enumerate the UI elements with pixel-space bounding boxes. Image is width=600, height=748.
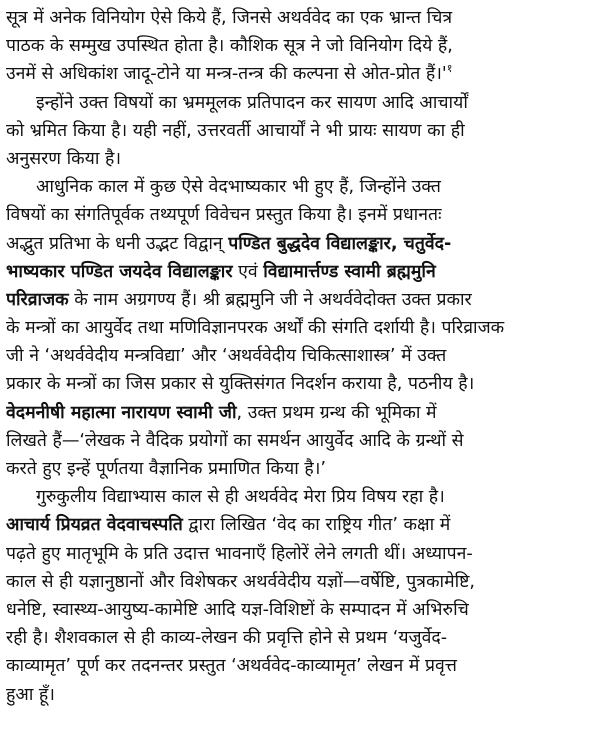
text-segment: पढ़ते हुए मातृभूमि के प्रति उदात्त भावनाएँ हिलोरें लेने लगती थीं। अध्यापन-	[6, 543, 473, 564]
bold-name: वेदमनीषी महात्मा नारायण स्वामी जी	[6, 402, 237, 423]
text-segment: विषयों का संगतिपूर्वक तथ्यपूर्ण विवेचन प्रस्तुत किया है। इनमें प्रधानतः	[6, 205, 442, 226]
text-line	[6, 173, 600, 201]
bold-name: आचार्य प्रियव्रत वेदवाचस्पति	[6, 515, 183, 536]
text-line	[6, 342, 600, 370]
text-segment: द्वारा लिखित ‘वेद का राष्ट्रिय गीत’ कक्षा में	[182, 515, 451, 536]
text-line	[6, 201, 600, 229]
text-line	[6, 286, 600, 314]
text-segment: के मन्त्रों का आयुर्वेद तथा मणिविज्ञानपरक अर्थों की संगति दर्शायी है। परिव्राजक	[6, 318, 505, 339]
bold-name: भाष्यकार पण्डित जयदेव विद्यालङ्कार	[6, 261, 233, 282]
text-segment: , उक्त प्रथम ग्रन्थ की भूमिका में	[236, 402, 437, 423]
text-segment: अद्भुत प्रतिभा के धनी उद्भट विद्वान्	[6, 233, 229, 254]
text-segment: आधुनिक काल में कुछ ऐसे वेदभाष्यकार भी हुए हैं, जिन्होंने उक्त	[36, 177, 441, 198]
text-line	[6, 117, 600, 145]
text-segment: के नाम अग्रगण्य हैं। श्री ब्रह्ममुनि जी ने अथर्ववेदोक्त उक्त प्रकार	[68, 289, 472, 310]
text-segment: हुआ हूँ।	[6, 684, 55, 705]
text-segment: लिखते हैं—‘लेखक ने वैदिक प्रयोगों का समर्थन आयुर्वेद आदि के ग्रन्थों से	[6, 430, 464, 451]
text-segment: सूत्र में अनेक विनियोग ऐसे किये हैं, जिनसे अथर्ववेद का एक भ्रान्त चित्र	[6, 8, 453, 28]
text-line	[6, 145, 600, 173]
text-line	[6, 568, 600, 596]
text-line	[6, 314, 600, 342]
text-line	[6, 32, 600, 60]
footnote-marker: १	[446, 62, 453, 76]
text-line	[6, 483, 600, 511]
text-segment: उनमें से अधिकांश जादू-टोने या मन्त्र-तन्त्र की कल्पना से ओत-प्रोत हैं।'	[6, 64, 447, 85]
text-segment: गुरुकुलीय विद्याभ्यास काल से ही अथर्ववेद मेरा प्रिय विषय रहा है।	[36, 487, 445, 508]
text-segment: रही है। शैशवकाल से ही काव्य-लेखन की प्रवृत्ति होने से प्रथम ‘यजुर्वेद-	[6, 628, 448, 649]
text-line	[6, 624, 600, 652]
text-line	[6, 89, 600, 117]
text-segment: को भ्रमित किया है। यही नहीं, उत्तरवर्ती आचार्यों ने भी प्रायः सायण का ही	[6, 120, 465, 141]
text-line	[6, 258, 600, 286]
text-segment: काव्यामृत’ पूर्ण कर तदनन्तर प्रस्तुत ‘अथर्ववेद-काव्यामृत’ लेखन में प्रवृत्त	[6, 656, 457, 677]
text-line	[6, 370, 600, 398]
text-line	[6, 455, 600, 483]
text-line	[6, 681, 600, 709]
text-segment: प्रकार के मन्त्रों का जिस प्रकार से युक्तिसंगत निदर्शन कराया है, पठनीय है।	[6, 374, 475, 395]
text-segment: एवं	[232, 261, 264, 282]
text-segment: पाठक के सम्मुख उपस्थित होता है। कौशिक सूत्र ने जो विनियोग दिये हैं,	[6, 36, 453, 57]
text-segment: जी ने ‘अथर्ववेदीय मन्त्रविद्या’ और ‘अथर्ववेदीय चिकित्साशास्त्र’ में उक्त	[6, 346, 447, 367]
text-segment: काल से ही यज्ञानुष्ठानों और विशेषकर अथर्ववेदीय यज्ञों—वर्षेष्टि, पुत्रकामेष्टि,	[6, 571, 476, 592]
bold-name: परिव्राजक	[6, 289, 69, 310]
text-segment: इन्होंने उक्त विषयों का भ्रममूलक प्रतिपादन कर सायण आदि आचार्यों	[36, 92, 468, 113]
bold-name: विद्यामार्त्तण्ड स्वामी ब्रह्ममुनि	[263, 261, 436, 282]
text-segment: अनुसरण किया है।	[6, 148, 122, 169]
text-line	[6, 540, 600, 568]
text-line	[6, 511, 600, 539]
text-line	[6, 60, 600, 88]
text-segment: धनेष्टि, स्वास्थ्य-आयुष्य-कामेष्टि आदि यज्ञ-विशिष्टों के सम्पादन में अभिरुचि	[6, 599, 469, 620]
text-line	[6, 399, 600, 427]
text-line	[6, 652, 600, 680]
bold-name: पण्डित बुद्धदेव विद्यालङ्कार, चतुर्वेद-	[228, 233, 452, 254]
text-line	[6, 4, 600, 32]
text-line	[6, 596, 600, 624]
text-segment: करते हुए इन्हें पूर्णतया वैज्ञानिक प्रमाणित किया है।’	[6, 459, 326, 479]
text-line	[6, 230, 600, 258]
text-line	[6, 427, 600, 455]
